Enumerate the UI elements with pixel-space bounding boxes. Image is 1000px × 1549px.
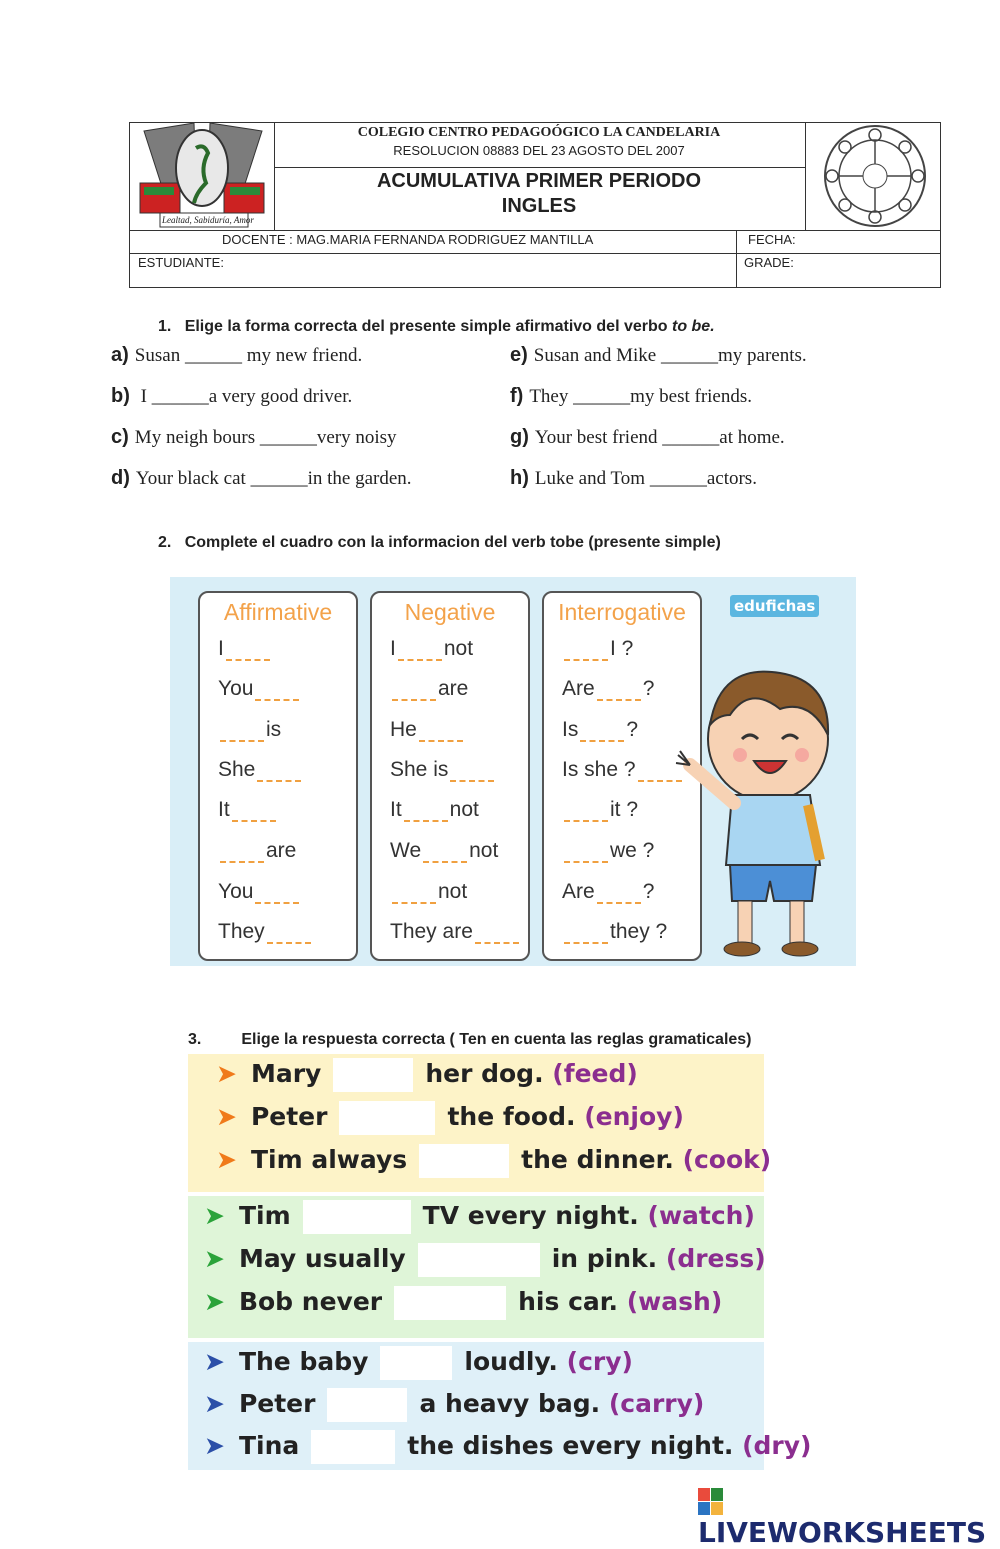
column-title-affirmative: Affirmative [223,599,333,625]
answer-input[interactable] [333,1058,413,1092]
answer-input[interactable] [419,1144,509,1178]
boy-illustration [670,655,840,965]
verb-cell[interactable]: it ? [562,798,638,822]
arrow-icon: ➤ [204,1347,225,1376]
mandala-logo [812,123,938,229]
sentence-row: ➤ Peter the food. (enjoy) [216,1101,684,1135]
sentence-row: ➤ Mary her dog. (feed) [216,1058,638,1092]
verb-cell[interactable]: She [218,758,303,782]
student-label: ESTUDIANTE: [138,255,224,270]
answer-input[interactable] [380,1346,452,1380]
arrow-icon: ➤ [204,1244,225,1273]
answer-input[interactable] [394,1286,506,1320]
verb-cell[interactable]: You [218,880,301,904]
verb-cell[interactable]: are [218,839,296,863]
verb-cell[interactable]: You [218,677,301,701]
sentence-group-2 [188,1196,764,1338]
sentence-row: ➤ May usually in pink. (dress) [204,1243,766,1277]
q1-item-c[interactable]: c) My neigh bours ______very noisy [111,426,397,448]
answer-input[interactable] [303,1200,411,1234]
arrow-icon: ➤ [216,1145,237,1174]
q1-heading: 1. Elige la forma correcta del presente simple afirmativo del verbo to be. [158,318,715,335]
q3-heading: 3. Elige la respuesta correcta ( Ten en cuenta las reglas gramaticales) [188,1031,752,1048]
answer-input[interactable] [327,1388,407,1422]
verb-cell[interactable]: we ? [562,839,654,863]
verb-cell[interactable]: It not [390,798,479,821]
sentence-row: ➤ Tina the dishes every night. (dry) [204,1430,811,1464]
verb-cell[interactable]: Is she ? [562,758,684,782]
date-label: FECHA: [748,232,796,247]
column-title-interrogative: Interrogative [558,599,686,625]
q1-item-g[interactable]: g) Your best friend ______at home. [510,426,785,448]
arrow-icon: ➤ [216,1059,237,1088]
answer-input[interactable] [311,1430,395,1464]
grade-label: GRADE: [744,255,794,270]
verb-cell[interactable]: Are ? [562,880,655,903]
verb-cell[interactable]: He [390,718,465,742]
sentence-group-3 [188,1342,812,1470]
answer-blank[interactable] [564,942,608,944]
answer-blank[interactable] [638,780,682,782]
answer-blank[interactable] [597,902,641,904]
verb-cell[interactable]: I ? [562,637,633,661]
edufichas-brand: edufichas [730,595,819,617]
teacher-name: DOCENTE : MAG.MARIA FERNANDA RODRIGUEZ MANTILLA [222,232,594,247]
answer-blank[interactable] [564,861,608,863]
liveworksheets-logo [698,1488,1000,1549]
answer-blank[interactable] [580,740,624,742]
answer-blank[interactable] [232,820,276,822]
answer-blank[interactable] [220,740,264,742]
verb-cell[interactable]: Are ? [562,677,655,700]
answer-blank[interactable] [597,699,641,701]
q1-item-f[interactable]: f) They ______my best friends. [510,385,753,407]
answer-blank[interactable] [267,942,311,944]
answer-blank[interactable] [255,699,299,701]
sentence-row: ➤ Peter a heavy bag. (carry) [204,1388,704,1422]
q1-item-b[interactable]: b) I ______a very good driver. [111,385,353,407]
verb-cell[interactable]: I not [390,637,474,660]
verb-cell[interactable]: She is [390,758,496,782]
answer-input[interactable] [339,1101,435,1135]
verb-cell[interactable]: not [390,880,467,904]
answer-blank[interactable] [392,699,436,701]
answer-blank[interactable] [404,820,448,822]
verb-cell[interactable]: They [218,920,313,944]
q1-item-e[interactable]: e) Susan and Mike ______my parents. [510,344,807,366]
verb-cell[interactable]: Is ? [562,718,639,741]
sentence-row: ➤ Tim always the dinner. (cook) [216,1144,771,1178]
school-name: COLEGIO CENTRO PEDAGOÓGICO LA CANDELARIA [357,125,721,140]
sentence-row: ➤ Tim TV every night. (watch) [204,1200,755,1234]
resolution-text: RESOLUCION 08883 DEL 23 AGOSTO DEL 2007 [393,143,685,158]
answer-blank[interactable] [226,659,270,661]
verb-cell[interactable]: I [218,637,272,661]
verb-cell[interactable]: they ? [562,920,667,944]
sentence-group-1 [188,1054,772,1192]
arrow-icon: ➤ [204,1431,225,1460]
sentence-row: ➤ Bob never his car. (wash) [204,1286,722,1320]
verb-cell[interactable]: We not [390,839,499,862]
q1-item-a[interactable]: a) Susan ______ my new friend. [111,344,363,366]
school-crest-logo [134,123,270,229]
answer-blank[interactable] [220,861,264,863]
exam-title: ACUMULATIVA PRIMER PERIODO [376,170,702,192]
answer-blank[interactable] [475,942,519,944]
answer-blank[interactable] [564,820,608,822]
answer-blank[interactable] [564,659,608,661]
sentence-row: ➤ The baby loudly. (cry) [204,1346,633,1380]
arrow-icon: ➤ [216,1102,237,1131]
answer-blank[interactable] [257,780,301,782]
verb-cell[interactable]: are [390,677,468,701]
arrow-icon: ➤ [204,1389,225,1418]
column-title-negative: Negative [404,599,496,625]
arrow-icon: ➤ [204,1201,225,1230]
answer-blank[interactable] [450,780,494,782]
answer-blank[interactable] [255,902,299,904]
answer-blank[interactable] [419,740,463,742]
answer-blank[interactable] [423,861,467,863]
verb-cell[interactable]: It [218,798,278,822]
answer-blank[interactable] [392,902,436,904]
liveworksheets-brand: LIVEWORKSHEETS [698,1516,987,1549]
verb-cell[interactable]: They are [390,920,521,944]
arrow-icon: ➤ [204,1287,225,1316]
crest-motto: Lealtad, Sabiduría, Amor [162,215,254,225]
q1-item-h[interactable]: h) Luke and Tom ______actors. [510,467,757,489]
q1-item-d[interactable]: d) Your black cat ______in the garden. [111,467,412,489]
subject-title: INGLES [501,195,577,217]
answer-blank[interactable] [398,659,442,661]
q2-heading: 2. Complete el cuadro con la informacion del verb tobe (presente simple) [158,534,721,551]
verb-cell[interactable]: is [218,718,281,742]
answer-input[interactable] [418,1243,540,1277]
